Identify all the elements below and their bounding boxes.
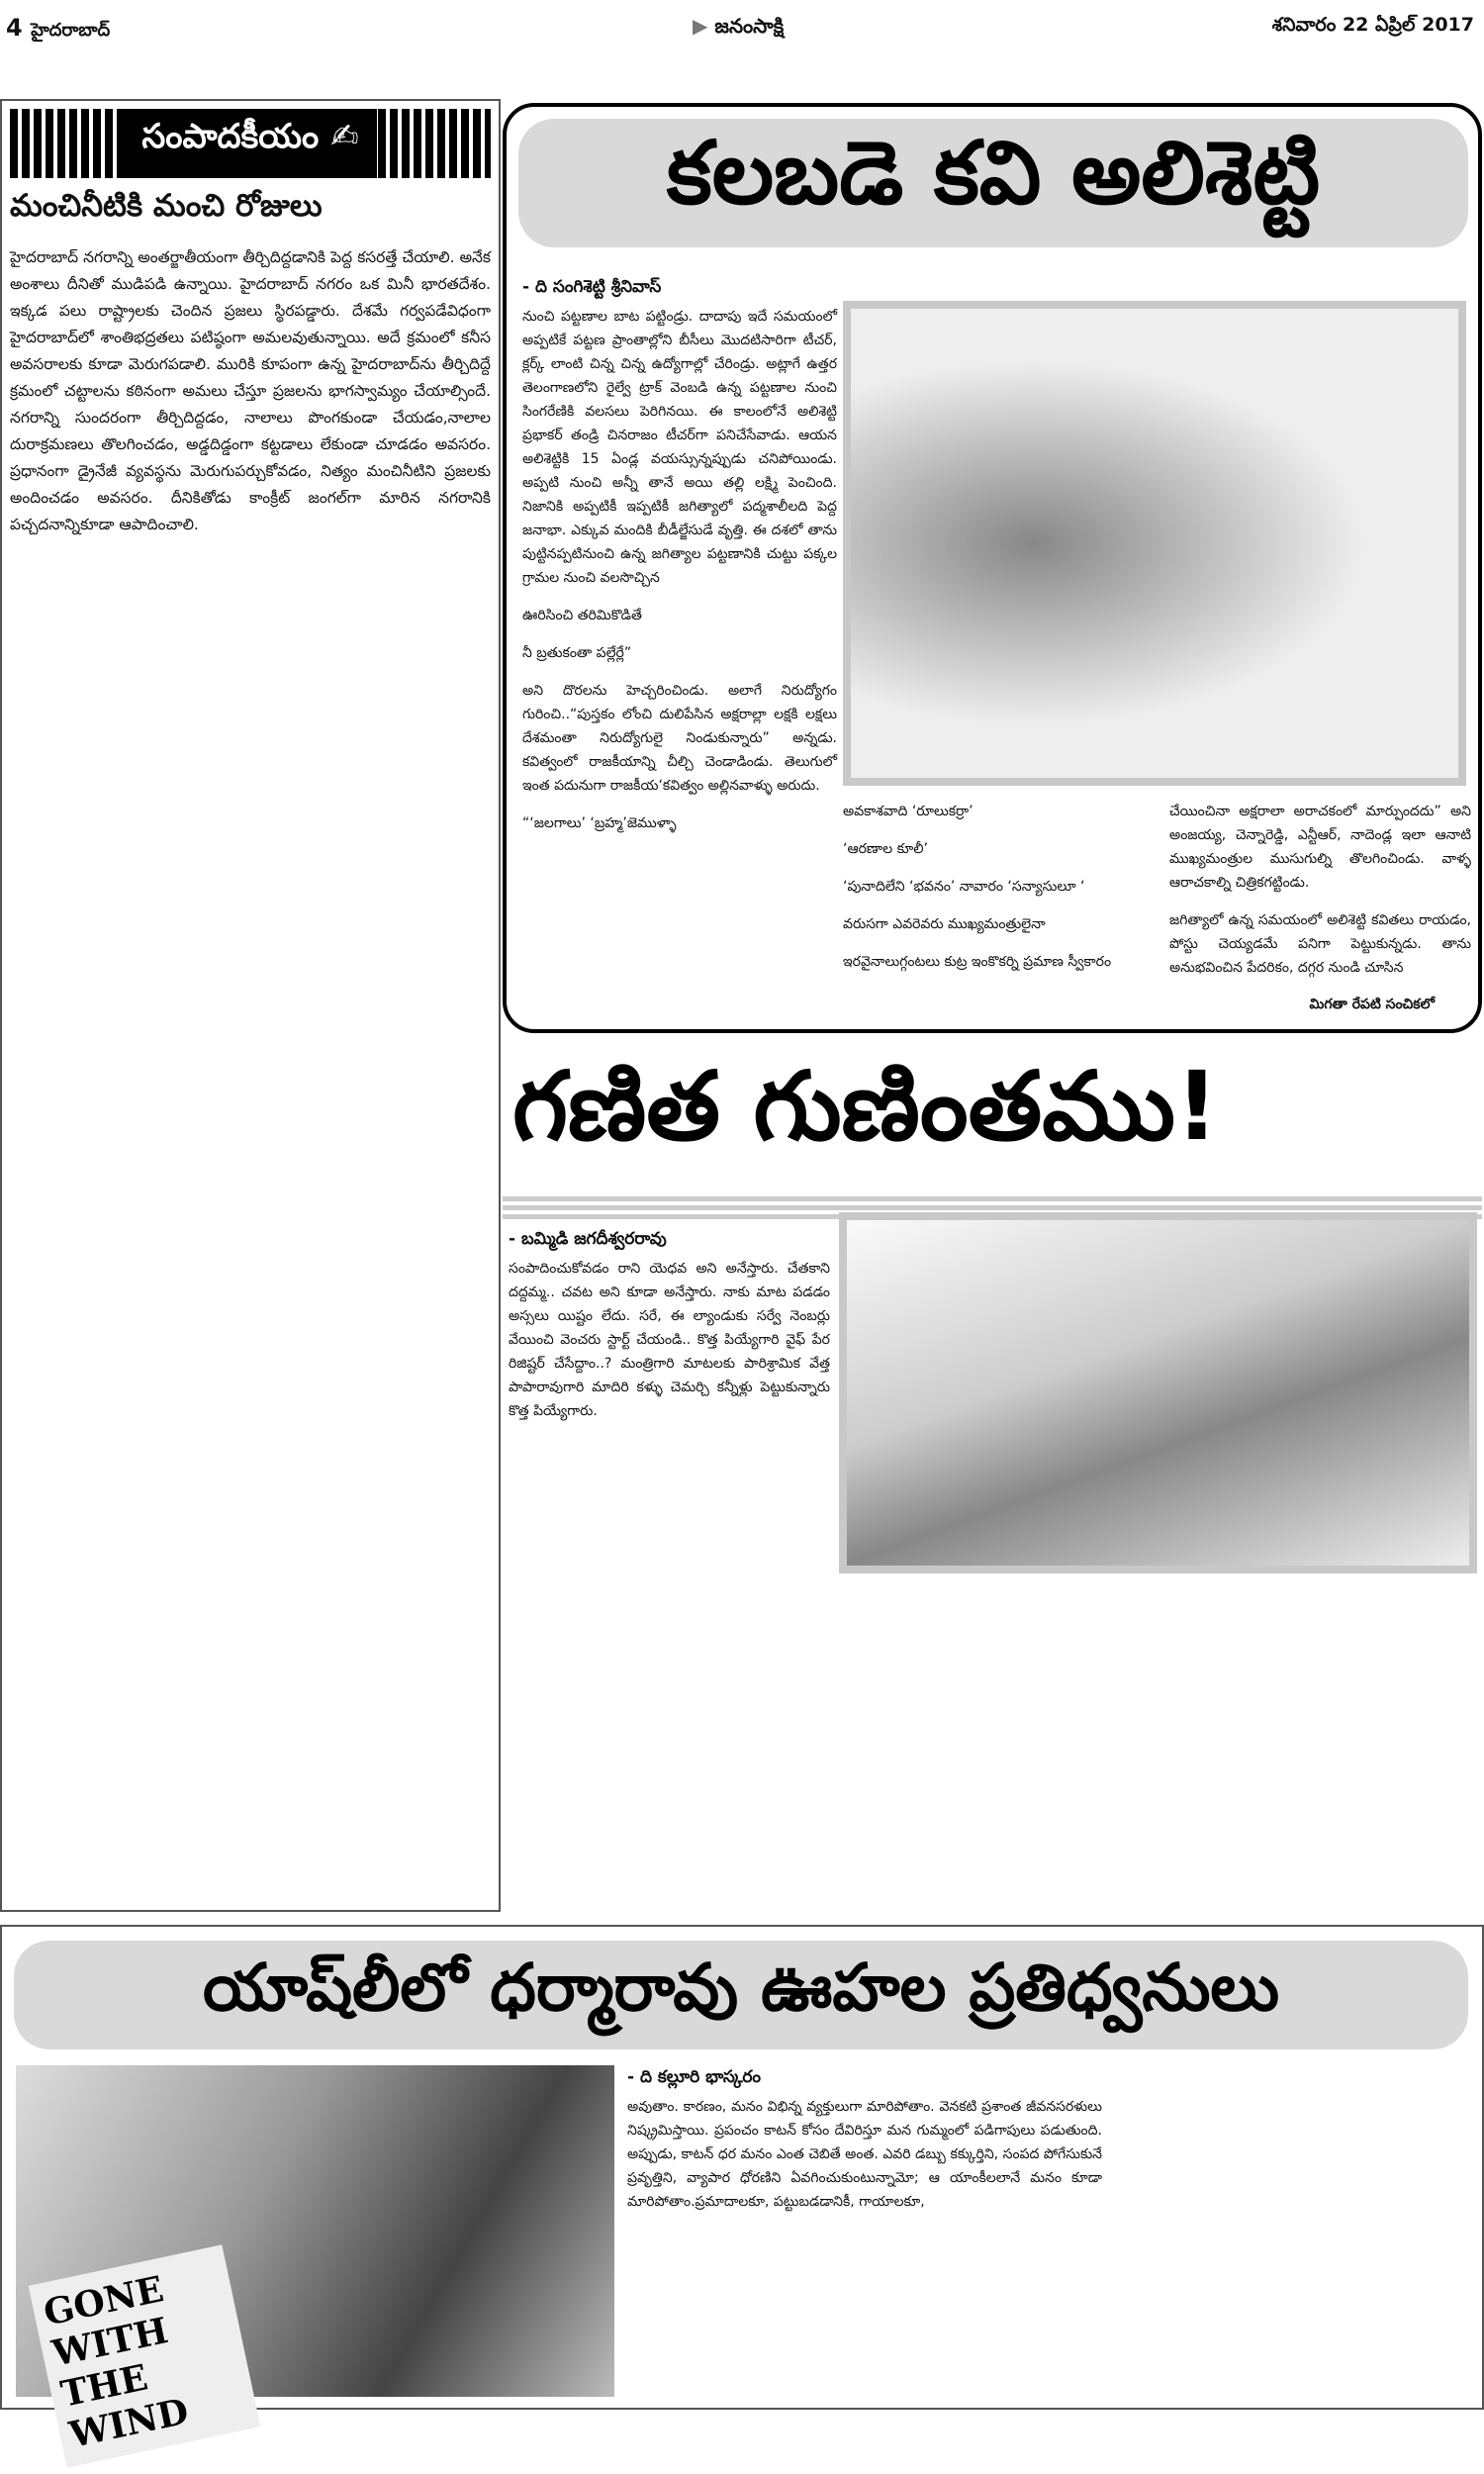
article-ganitha [503, 1044, 1482, 1915]
cartoon-image [839, 1212, 1477, 1573]
editorial-column [0, 99, 501, 1912]
logo-icon: ▶ [693, 14, 708, 38]
headline: యాష్‌లీలో ధర్మారావు ఊహల ప్రతిధ్వనులు [14, 1941, 1468, 2049]
editorial-label: సంపాదకీయం [141, 117, 320, 156]
article-alishetti [503, 103, 1482, 1033]
continued-note: మిగతా రేపటి సంచికలో [1306, 994, 1438, 1015]
editorial-body: హైదరాబాద్ నగరాన్ని అంతర్జాతీయంగా తీర్చిదిద్దడానికి పెద్ద కసరత్తే చేయాలి. అనేక అంశాలు దీనితో ముడిపడి ఉన్నాయి. హైదరాబాద్ నగరం ఒక మినీ భారతదేశం. ఇక్కడ పలు రాష్ట్రాలకు చెందిన ప్రజలు స్థిరపడ్డారు. దేశమే గర్వపడేవిధంగా హైదరాబాద్‌లో శాంతిభద్రతలు పటిష్ఠంగా అమలవుతున్నాయి. అదే క్రమంలో కనీస అవసరాలకు కూడా మెరుగపడాలి. మురికి కూపంగా ఉన్న హైదరాబాద్‌ను తీర్చిదిద్దే క్రమంలో చట్టాలను కఠినంగా అమలు చేస్తూ ప్రజలను భాగస్వామ్యం చేయాల్సిందే. నగరాన్ని సుందరంగా తీర్చిదిద్దడం, నాలాలు పొంగకుండా చేయడం,నాలాల దురాక్రమణలు తొలగించడం, అడ్డదిడ్డంగా కట్టడాలు లేకుండా చూడడం అవసరం. ప్రధానంగా డ్రైనేజీ వ్యవస్థను మెరుగుపర్చుకోవడం, నిత్యం మంచినీటిని ప్రజలకు అందించడం అవసరం. దీనికితోడు కాంక్రీట్ జంగల్‌గా మారిన నగరానికి పచ్చదనాన్నికూడా ఆపాదించాలి. [10, 248, 491, 533]
byline: - ది కల్లూరి భాస్కరం [627, 2067, 762, 2087]
page-number: 4 [6, 14, 23, 42]
article-text: నుంచి పట్టణాల బాట పట్టిండ్రు. దాదాపు ఇదే సమయంలో అప్పటికే పట్టణ ప్రాంతాల్లోని బీసీలు మొదటిసారిగా టీచర్, క్లర్క్ లాంటి చిన్న చిన్న ఉద్యోగాల్లో చేరిండ్రు. అట్లాగే ఉత్తర తెలంగాణలోని రైల్వే ట్రాక్ వెంబడి ఉన్న పట్టణాల నుంచి సింగరేణికి వలసలు పెరిగినయి. ఈ కాలంలోనే అలిశెట్టి ప్రభాకర్ తండ్రి చినరాజం టీచర్‌గా పనిచేసేవాడు. ఆయన అలిశెట్టికి 15 ఏండ్ల వయస్సున్నప్పుడు చనిపోయిండు. అప్పటి నుంచి అన్నీ తానే అయి తల్లి లక్ష్మి పెంచింది. నిజానికి అప్పటికీ ఇప్పటికీ జగిత్యాలో పద్మశాలీలది పెద్ద జనాభా. ఎక్కువ మందికి బీడీల్జేసుడే వృత్తి. ఈ దశలో తాను పుట్టినప్పటినుంచి ఉన్న జగిత్యాల పట్టణానికి చుట్టు పక్కల గ్రామల నుంచి వలసొచ్చిన [522, 309, 837, 586]
city: హైదరాబాద్ [31, 20, 111, 41]
paper-name: జనంసాక్షి [714, 14, 785, 38]
poem-line: ఇరవైనాలుగ్గంటలు కుట్ర ఇంకొకర్ని ప్రమాణ స్వీకారం [843, 954, 1112, 970]
article-text: అవుతాం. కారణం, మనం విభిన్న వ్యక్తులుగా మారిపోతాం. వెనకటి ప్రశాంత జీవనసరళులు నిష్క్రమిస్తాయి. ప్రపంచం కాటన్ కోసం దేవిరిస్తూ మన గుమ్మంలో పడిగాపులు పడుతుంది. అప్పుడు, కాటన్ ధర మనం ఎంత చెబితే అంత. ఎవరి డబ్బు కక్కుర్తిని, సంపద పోగేసుకునే ప్రవృత్తిని, వ్యాపార ధోరణిని ఏవగించుకుంటున్నామో; ఆ యాంకీలలానే మనం కూడా మారిపోతాం.ప్రమాదాలకూ, పట్టుబడడానికీ, గాయాలకూ, [627, 2099, 1102, 2210]
poem-line: “‘జలగాలు’ ‘బ్రహ్మ’జెముళ్ళా [522, 815, 677, 831]
date: శనివారం 22 ఏప్రిల్ 2017 [1271, 14, 1474, 36]
byline: - ది సంగిశెట్టి శ్రీనివాస్ [522, 277, 662, 297]
editorial-title: మంచినీటికి మంచి రోజులు [10, 188, 323, 224]
poem-line: అవకాశవాది ‘రూలుకర్రా’ [843, 804, 974, 819]
poem-line: ఊరిసించి తరిమికొడితే [522, 608, 642, 623]
editorial-banner [10, 109, 491, 178]
article-text: జగిత్యాలో ఉన్న సమయంలో అలిశెట్టి కవితలు రాయడం, పోస్టు చెయ్యడమే పనిగా పెట్టుకున్నడు. తాను అనుభవించిన పేదరికం, దగ్గర నుండి చూసిన [1169, 912, 1471, 976]
page-number-city [6, 14, 110, 45]
poem-line: నీ బ్రతుకంతా పల్లేర్లే” [522, 645, 632, 661]
poet-sketch-image [843, 301, 1466, 786]
headline: కలబడె కవి అలిశెట్టి [518, 119, 1468, 247]
article-text: చేయించినా అక్షరాలా అరాచకంలో మార్పుందదు” అని అంజయ్య, చెన్నారెడ్డి, ఎన్టీఆర్, నాదెండ్ల ఇలా ఆనాటి ముఖ్యమంత్రుల ముసుగుల్ని తొలగించిండు. వాళ్ళ ఆరాచకాల్ని చిత్రికగట్టిండు. [1169, 804, 1471, 891]
author-photo [16, 2065, 614, 2456]
poem-line: ‘ఆరణాల కూలీ’ [843, 841, 928, 857]
poem-line: వరుసగా ఎవరెవరు ముఖ్యమంత్రులైనా [843, 916, 1046, 932]
book-cover: GONE WITH THE WIND [29, 2244, 261, 2467]
pen-icon: ✍ [330, 117, 359, 156]
poem-line: ‘పునాదిలేని ‘భవనం’ నావారం ‘సన్యాసులూ ‘ [843, 879, 1085, 895]
article-text: అని దొరలను హెచ్చరించిండు. అలాగే నిరుద్యోగం గురించి..“పుస్తకం లోంచి దులిపేసిన అక్షరాల్లా లక్షకి లక్షలు దేశమంతా నిరుద్యోగులై నిండుకున్నారు” అన్నడు. కవిత్వంలో రాజకీయాన్ని చీల్చి చెండాడిండు. తెలుగులో ఇంత పదునుగా రాజకీయ‘కవిత్వం అల్లినవాళ్ళు అరుదు. [522, 683, 837, 794]
article-text: సంపాదించుకోవడం రాని యెధవ అని అనేస్తారు. చేతకాని దద్దమ్మ.. చవట అని కూడా అనేస్తారు. నాకు మాట పడడం అస్సలు యిష్టం లేదు. సరే, ఈ ల్యాండుకు సర్వే నెంబర్లు వేయించి వెంచరు స్టార్ట్ చేయండి.. కొత్త పియ్యేగారి వైఫ్ పేర రిజిష్టర్ చేసేద్దాం..? మంత్రిగారి మాటలకు పారిశ్రామిక వేత్త పాపారావుగారి మాదిరి కళ్ళు చెమర్చి కన్నీళ్లు పెట్టుకున్నారు కొత్త పియ్యేగారు. [509, 1261, 830, 1419]
byline: - బమ్మిడి జగదీశ్వరరావు [509, 1229, 667, 1249]
headline: గణిత గుణింతము! [503, 1044, 1482, 1192]
paper-logo [693, 14, 784, 43]
article-ashley [0, 1925, 1484, 2456]
